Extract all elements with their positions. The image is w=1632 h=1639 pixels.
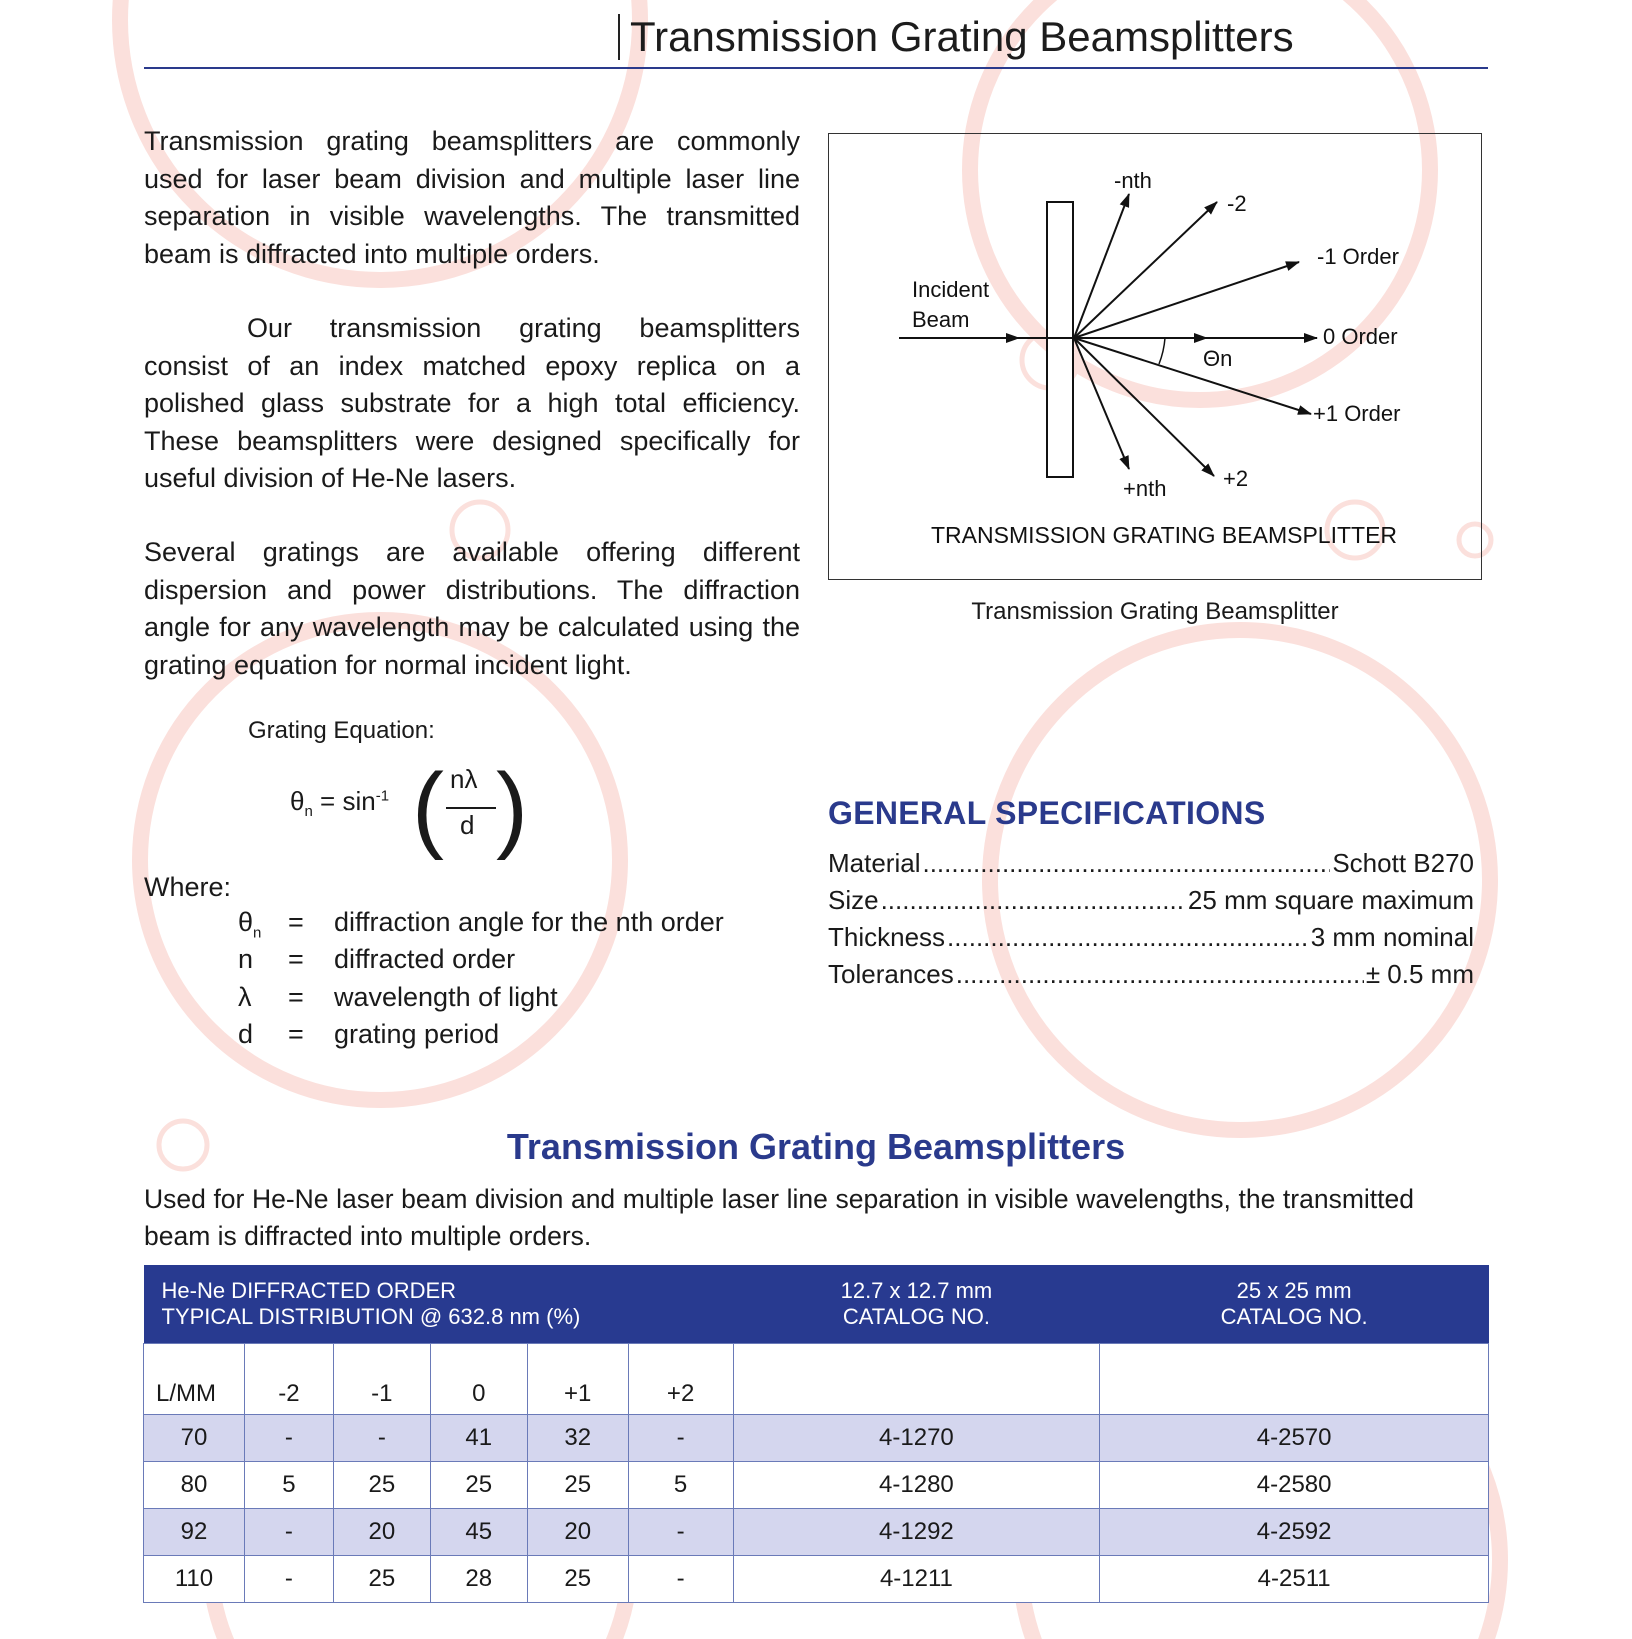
cell-order: - (244, 1415, 333, 1462)
catalog-description: Used for He-Ne laser beam division and multiple laser line separation in visible wavelengths, the transmitted beam is diffracted into multiple orders. (144, 1184, 1414, 1251)
where-description: wavelength of light (334, 982, 558, 1012)
header-small-catalog-label: CATALOG NO. (842, 1304, 990, 1329)
catalog-title: Transmission Grating Beamsplitters (506, 1126, 1126, 1167)
cell-order: 25 (430, 1462, 527, 1509)
plus-2-order-arrow (1074, 338, 1214, 476)
header-large-catalog-label: CATALOG NO. (1220, 1304, 1368, 1329)
cell-order: 25 (333, 1462, 430, 1509)
cell-order: - (628, 1556, 733, 1603)
header-large-catalog (1100, 1265, 1489, 1344)
spec-leader-dots (922, 848, 1330, 879)
cell-catalog-large: 4-2511 (1100, 1556, 1489, 1603)
cell-catalog-large: 4-2592 (1100, 1509, 1489, 1556)
plus-nth-label: +nth (1123, 476, 1167, 501)
spec-row-size (828, 885, 1474, 916)
intro-paragraph-3: Several gratings are available offering different dispersion and power distributions. The diffraction angle for any wavelength may be calculated using the grating equation for normal incident light. (144, 537, 800, 680)
grating-equation (290, 752, 530, 862)
where-symbol-main: θ (238, 907, 254, 937)
cell-order: 32 (527, 1415, 628, 1462)
cell-order: 20 (527, 1509, 628, 1556)
where-symbol: λ (238, 982, 252, 1012)
cell-order: 28 (430, 1556, 527, 1603)
equation-left-paren: ( (412, 754, 444, 861)
plus-nth-order-arrow (1074, 338, 1129, 469)
minus-1-order-label: -1 Order (1317, 244, 1399, 269)
cell-catalog-large: 4-2580 (1100, 1462, 1489, 1509)
table-header-row (144, 1265, 1489, 1344)
cell-order: - (628, 1509, 733, 1556)
where-description: diffracted order (334, 944, 516, 974)
plus-2-label: +2 (1223, 466, 1249, 491)
where-equals: = (288, 982, 304, 1012)
cell-order: 25 (527, 1556, 628, 1603)
intro-paragraph-2: Our transmission grating beamsplitters consist of an index matched epoxy replica on a polished glass substrate for a high total efficiency. These beamsplitters were designed specifically for useful division of He-Ne lasers. (144, 313, 800, 493)
header-small-catalog (733, 1265, 1100, 1344)
where-symbol: n (238, 944, 254, 974)
cell-order: - (628, 1415, 733, 1462)
equation-denominator: d (460, 810, 475, 840)
table-row (144, 1462, 1489, 1509)
table-row (144, 1415, 1489, 1462)
intro-paragraph-1: Transmission grating beamsplitters are commonly used for laser beam division and multiple laser line separation in visible wavelengths. The transmitted beam is diffracted into multiple orders. (144, 126, 800, 269)
where-symbol (238, 907, 268, 941)
subheader-blank (733, 1344, 1100, 1415)
minus-2-order-arrow (1074, 202, 1217, 338)
subheader-order: +1 (527, 1344, 628, 1415)
subheader-order: -2 (244, 1344, 333, 1415)
equation-right-paren: ) (496, 754, 528, 861)
spec-leader-dots (947, 922, 1309, 953)
diagram-frame (828, 133, 1482, 580)
cell-order: - (244, 1509, 333, 1556)
where-equals: = (288, 944, 304, 974)
spec-label: Material (828, 848, 921, 878)
plus-1-order-label: +1 Order (1313, 401, 1401, 426)
cell-lmm: 110 (144, 1556, 245, 1603)
cell-lmm: 70 (144, 1415, 245, 1462)
page-title: Transmission Grating Beamsplitters (618, 14, 1294, 60)
minus-1-order-arrow (1074, 262, 1299, 338)
table-row (144, 1509, 1489, 1556)
subheader-blank (1100, 1344, 1489, 1415)
cell-order: 25 (527, 1462, 628, 1509)
spec-leader-dots (881, 885, 1186, 916)
where-symbol: d (238, 1019, 254, 1049)
spec-row-tolerances (828, 959, 1474, 990)
header-distribution (144, 1265, 734, 1344)
cell-catalog-large: 4-2570 (1100, 1415, 1489, 1462)
equation-theta: θ (290, 786, 305, 816)
where-equals: = (288, 1019, 304, 1049)
minus-nth-label: -nth (1114, 168, 1152, 193)
zero-order-label: 0 Order (1323, 324, 1398, 349)
header-large-size: 25 x 25 mm (1236, 1278, 1352, 1303)
equation-theta-sub: n (304, 803, 313, 821)
spec-row-thickness (828, 922, 1474, 953)
subheader-order: -1 (333, 1344, 430, 1415)
equation-label: Grating Equation: (248, 717, 435, 744)
cell-lmm: 92 (144, 1509, 245, 1556)
equation-numerator: nλ (450, 764, 478, 794)
cell-catalog-small: 4-1211 (733, 1556, 1100, 1603)
header-distribution-line1: He-Ne DIFFRACTED ORDER (161, 1278, 457, 1303)
theta-arc (1159, 338, 1165, 364)
spec-value: ± 0.5 mm (1365, 959, 1474, 989)
cell-order: 5 (244, 1462, 333, 1509)
equation-fraction-bar (446, 807, 496, 809)
equation-sup: -1 (375, 787, 390, 805)
equation-sin: = sin (320, 786, 376, 816)
cell-catalog-small: 4-1270 (733, 1415, 1100, 1462)
where-description: diffraction angle for the nth order (334, 907, 724, 937)
spec-label: Thickness (828, 922, 946, 952)
spec-label: Size (828, 885, 879, 915)
diagram-inner-title: TRANSMISSION GRATING BEAMSPLITTER (931, 522, 1398, 548)
where-symbol-sub: n (253, 924, 262, 942)
equation-lhs (290, 786, 389, 820)
header-distribution-line2: TYPICAL DISTRIBUTION @ 632.8 nm (%) (161, 1304, 581, 1329)
plus-1-order-arrow (1074, 338, 1311, 414)
cell-catalog-small: 4-1292 (733, 1509, 1100, 1556)
incident-label-1: Incident (912, 277, 990, 302)
spec-label: Tolerances (828, 959, 954, 989)
cell-lmm: 80 (144, 1462, 245, 1509)
spec-leader-dots (956, 959, 1364, 990)
cell-order: 45 (430, 1509, 527, 1556)
minus-2-label: -2 (1227, 191, 1247, 216)
spec-value: 25 mm square maximum (1187, 885, 1474, 915)
where-equals: = (288, 907, 304, 937)
table-row (144, 1556, 1489, 1603)
subheader-lmm: L/MM (144, 1344, 245, 1415)
spec-value: 3 mm nominal (1310, 922, 1474, 952)
specs-heading: GENERAL SPECIFICATIONS (828, 795, 1266, 831)
grating-plate (1047, 202, 1073, 477)
where-label: Where: (144, 872, 232, 902)
spec-value: Schott B270 (1332, 848, 1474, 878)
cell-order: - (244, 1556, 333, 1603)
diagram-caption: Transmission Grating Beamsplitter (971, 598, 1339, 625)
cell-order: - (333, 1415, 430, 1462)
subheader-order: +2 (628, 1344, 733, 1415)
beamsplitter-diagram (829, 134, 1481, 579)
where-description: grating period (334, 1019, 500, 1049)
subheader-order: 0 (430, 1344, 527, 1415)
cell-catalog-small: 4-1280 (733, 1462, 1100, 1509)
catalog-table (143, 1265, 1489, 1603)
cell-order: 41 (430, 1415, 527, 1462)
cell-order: 5 (628, 1462, 733, 1509)
spec-row-material (828, 848, 1474, 879)
cell-order: 20 (333, 1509, 430, 1556)
theta-n-label: Θn (1203, 346, 1233, 371)
header-small-size: 12.7 x 12.7 mm (840, 1278, 993, 1303)
minus-nth-order-arrow (1074, 194, 1129, 338)
header-rule (144, 67, 1488, 69)
table-subheader-row (144, 1344, 1489, 1415)
cell-order: 25 (333, 1556, 430, 1603)
incident-label-2: Beam (912, 307, 970, 332)
